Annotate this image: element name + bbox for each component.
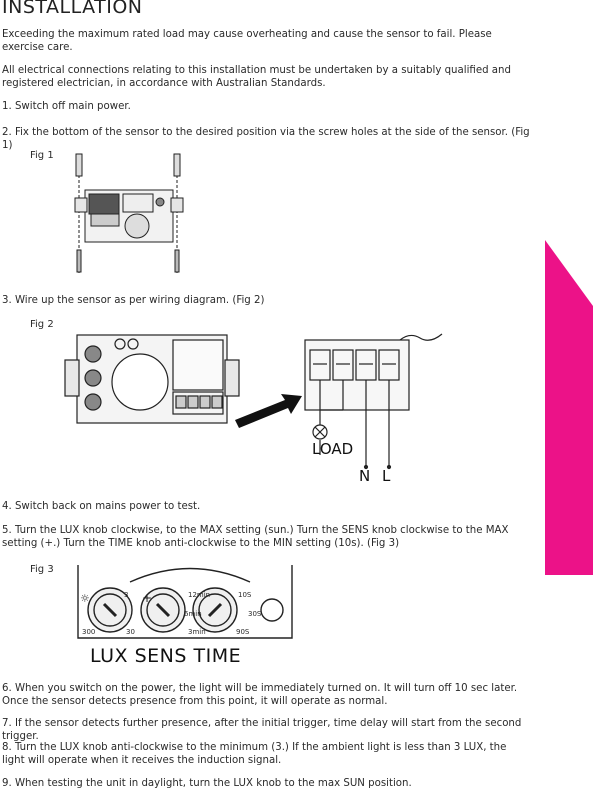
step-2: 2. Fix the bottom of the sensor to the desired position via the screw holes at the side of the sensor. (Fig 1) <box>2 127 530 151</box>
knob-caption: LUX SENS TIME <box>90 645 242 667</box>
step-6: 6. When you switch on the power, the light will be immediately turned on. It will turn off 10 sec later. Once the sensor detects presence from this point, it will operate as normal. <box>2 683 518 707</box>
warning-text: Exceeding the maximum rated load may cause overheating and cause the sensor to fail. Please exercise care. <box>2 29 492 53</box>
fig3-illustration <box>70 560 300 645</box>
accent-side-tab <box>545 240 593 575</box>
fig3-label: Fig 3 <box>30 564 54 575</box>
step-9: 9. When testing the unit in daylight, turn the LUX knob to the max SUN position. <box>2 778 412 789</box>
fig1-illustration <box>65 150 195 280</box>
time-10s-label: 10S <box>238 591 252 599</box>
step-8: 8. Turn the LUX knob anti-clockwise to the minimum (3.) If the ambient light is less than 3 LUX, the light will operate when it receives the induction signal. <box>2 742 507 766</box>
fig2-label: Fig 2 <box>30 319 54 330</box>
step-4: 4. Switch back on mains power to test. <box>2 501 201 512</box>
time-30s-label: 30S <box>248 610 262 618</box>
page-title: INSTALLATION <box>2 0 143 18</box>
electrical-text: All electrical connections relating to this installation must be undertaken by a suitably qualified and registered electrician, in accordance with Australian Standards. <box>2 65 511 89</box>
time-3min-label: 3min <box>188 628 206 636</box>
lux-3-label: 3 <box>124 591 129 599</box>
time-90s-label: 90S <box>236 628 250 636</box>
time-12min-label: 12min <box>188 591 211 599</box>
live-label: L <box>382 467 391 485</box>
fig1-label: Fig 1 <box>30 150 54 161</box>
step-1: 1. Switch off main power. <box>2 101 131 112</box>
lux-300-label: 300 <box>82 628 96 636</box>
step-3: 3. Wire up the sensor as per wiring diagram. (Fig 2) <box>2 295 265 306</box>
step-7: 7. If the sensor detects further presence, after the initial trigger, time delay will start from the second trigger. <box>2 718 522 742</box>
neutral-label: N <box>359 467 371 485</box>
load-label: LOAD <box>312 440 354 458</box>
sun-symbol: ☼ <box>80 592 90 605</box>
lux-30-label: 30 <box>126 628 135 636</box>
step-5: 5. Turn the LUX knob clockwise, to the MAX setting (sun.) Turn the SENS knob clockwise to the MAX setting (+.) Turn the TIME knob anti-clockwise to the MIN setting (10s). (Fig 3) <box>2 525 509 549</box>
plus-symbol: + <box>142 591 153 605</box>
time-6min-label: 6min <box>184 610 202 618</box>
